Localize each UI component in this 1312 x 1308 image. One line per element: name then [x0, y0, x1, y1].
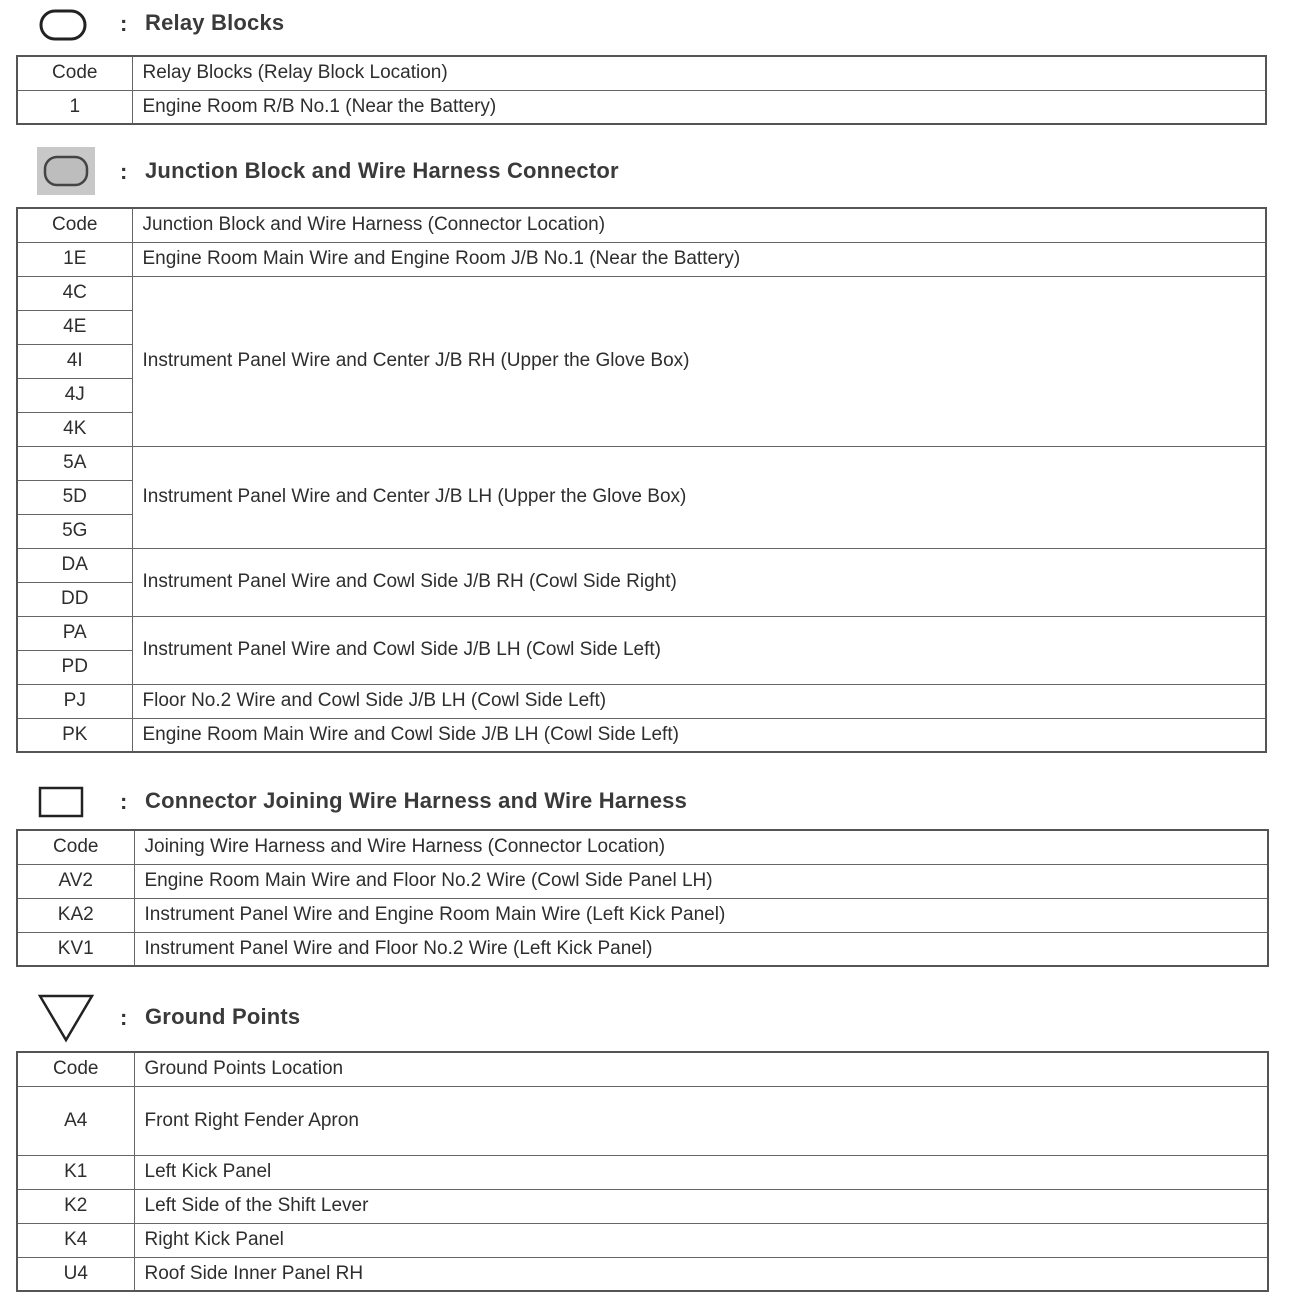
- location-cell: Instrument Panel Wire and Center J/B RH (Upper the Glove Box): [132, 276, 1266, 446]
- table-row: [17, 1223, 1268, 1257]
- code-cell: K4: [17, 1223, 134, 1257]
- table-header-row: [17, 208, 1266, 242]
- section-title: Relay Blocks: [145, 10, 285, 35]
- table-row: [17, 898, 1268, 932]
- table-row: [17, 1257, 1268, 1291]
- ground-points-table: [16, 1051, 1269, 1292]
- code-cell: AV2: [17, 864, 134, 898]
- code-cell: DD: [17, 582, 132, 616]
- location-cell: Instrument Panel Wire and Center J/B LH (Upper the Glove Box): [132, 446, 1266, 548]
- location-header: Ground Points Location: [134, 1052, 1268, 1086]
- location-cell: Floor No.2 Wire and Cowl Side J/B LH (Cowl Side Left): [132, 684, 1266, 718]
- code-header: Code: [17, 830, 134, 864]
- table-row: [17, 548, 1266, 582]
- code-cell: PK: [17, 718, 132, 752]
- table-row: [17, 90, 1266, 124]
- code-cell: PJ: [17, 684, 132, 718]
- colon: :: [120, 159, 128, 184]
- shaded-rounded-rect-icon: [36, 146, 96, 196]
- section-title: Junction Block and Wire Harness Connector: [145, 158, 619, 183]
- location-cell: Right Kick Panel: [134, 1223, 1268, 1257]
- relay-blocks-heading: [0, 2, 1312, 42]
- code-cell: 5D: [17, 480, 132, 514]
- code-cell: 1E: [17, 242, 132, 276]
- table-row: [17, 864, 1268, 898]
- location-header: Joining Wire Harness and Wire Harness (Connector Location): [134, 830, 1268, 864]
- table-row: [17, 446, 1266, 480]
- code-cell: 4K: [17, 412, 132, 446]
- section-title: Connector Joining Wire Harness and Wire Harness: [145, 788, 688, 813]
- connector-heading: [0, 780, 1312, 820]
- location-cell: Instrument Panel Wire and Cowl Side J/B RH (Cowl Side Right): [132, 548, 1266, 616]
- code-cell: 4E: [17, 310, 132, 344]
- down-triangle-icon: [36, 992, 96, 1044]
- code-cell: K1: [17, 1155, 134, 1189]
- code-cell: A4: [17, 1086, 134, 1155]
- table-row: [17, 1086, 1268, 1155]
- location-cell: Left Side of the Shift Lever: [134, 1189, 1268, 1223]
- section-title: Ground Points: [145, 1004, 301, 1029]
- location-cell: Instrument Panel Wire and Floor No.2 Wire (Left Kick Panel): [134, 932, 1268, 966]
- rounded-rect-icon: [38, 8, 88, 42]
- location-cell: Roof Side Inner Panel RH: [134, 1257, 1268, 1291]
- code-header: Code: [17, 56, 132, 90]
- code-header: Code: [17, 208, 132, 242]
- connector-table: [16, 829, 1269, 967]
- location-cell: Engine Room R/B No.1 (Near the Battery): [132, 90, 1266, 124]
- code-cell: KA2: [17, 898, 134, 932]
- code-cell: PA: [17, 616, 132, 650]
- code-cell: U4: [17, 1257, 134, 1291]
- code-cell: 5A: [17, 446, 132, 480]
- code-header: Code: [17, 1052, 134, 1086]
- code-cell: 4I: [17, 344, 132, 378]
- code-cell: PD: [17, 650, 132, 684]
- code-cell: 1: [17, 90, 132, 124]
- colon: :: [120, 11, 128, 36]
- colon: :: [120, 789, 128, 814]
- location-cell: Engine Room Main Wire and Cowl Side J/B LH (Cowl Side Left): [132, 718, 1266, 752]
- location-cell: Engine Room Main Wire and Engine Room J/B No.1 (Near the Battery): [132, 242, 1266, 276]
- junction-block-table: [16, 207, 1267, 753]
- table-row: [17, 932, 1268, 966]
- location-cell: Engine Room Main Wire and Floor No.2 Wire (Cowl Side Panel LH): [134, 864, 1268, 898]
- colon: :: [120, 1005, 128, 1030]
- rect-icon: [38, 786, 84, 818]
- code-cell: K2: [17, 1189, 134, 1223]
- location-cell: Instrument Panel Wire and Cowl Side J/B LH (Cowl Side Left): [132, 616, 1266, 684]
- table-row: [17, 276, 1266, 310]
- code-cell: 4J: [17, 378, 132, 412]
- junction-block-heading: [0, 150, 1312, 190]
- code-cell: DA: [17, 548, 132, 582]
- code-cell: KV1: [17, 932, 134, 966]
- location-header: Junction Block and Wire Harness (Connector Location): [132, 208, 1266, 242]
- table-header-row: [17, 1052, 1268, 1086]
- relay-blocks-table: [16, 55, 1267, 125]
- table-row: [17, 616, 1266, 650]
- table-header-row: [17, 56, 1266, 90]
- ground-points-heading: [0, 992, 1312, 1032]
- table-row: [17, 242, 1266, 276]
- location-cell: Instrument Panel Wire and Engine Room Main Wire (Left Kick Panel): [134, 898, 1268, 932]
- location-cell: Left Kick Panel: [134, 1155, 1268, 1189]
- code-cell: 5G: [17, 514, 132, 548]
- table-row: [17, 1155, 1268, 1189]
- location-header: Relay Blocks (Relay Block Location): [132, 56, 1266, 90]
- code-cell: 4C: [17, 276, 132, 310]
- table-header-row: [17, 830, 1268, 864]
- table-row: [17, 1189, 1268, 1223]
- location-cell: Front Right Fender Apron: [134, 1086, 1268, 1155]
- table-row: [17, 684, 1266, 718]
- table-row: [17, 718, 1266, 752]
